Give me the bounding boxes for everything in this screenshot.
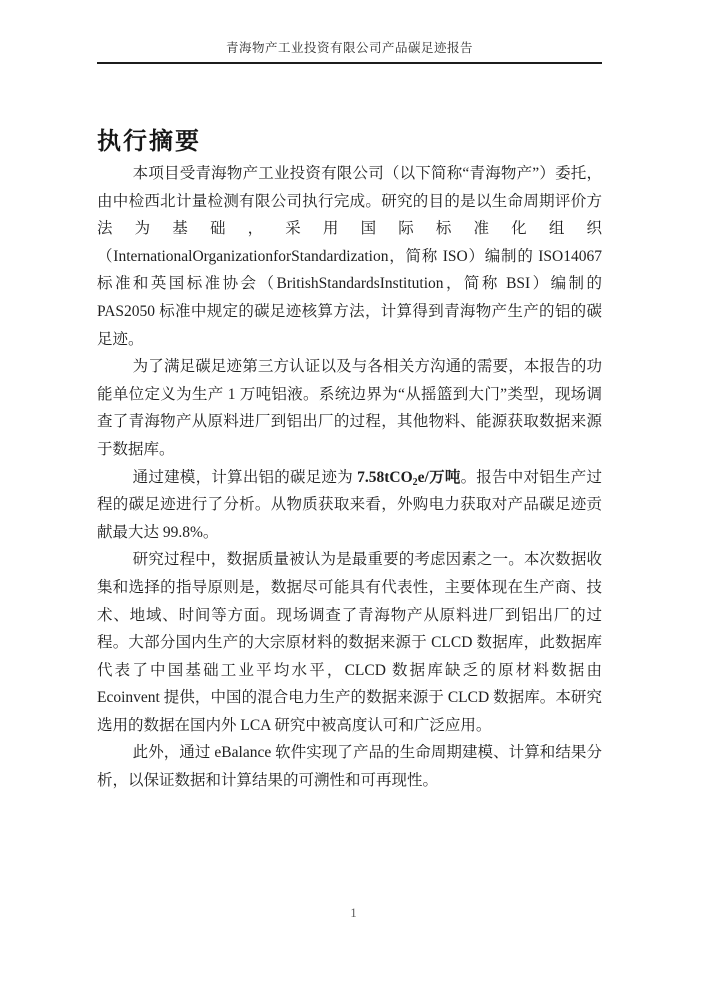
paragraph-2: 为了满足碳足迹第三方认证以及与各相关方沟通的需要，本报告的功能单位定义为生产 1 万吨铝液。系统边界为“从摇篮到大门”类型，现场调查了青海物产从原料进厂到铝出厂的过程，其他物料、能源获取数据来源于数据库。 [97,358,602,458]
carbon-footprint-value-subscript: 2 [412,476,418,488]
paragraph-5: 此外，通过 eBalance 软件实现了产品的生命周期建模、计算和结果分析，以保证数据和计算结果的可溯性和可再现性。 [97,744,602,790]
paragraph-3-pre: 通过建模，计算出铝的碳足迹为 [132,468,358,486]
paragraph-1: 本项目受青海物产工业投资有限公司（以下简称“青海物产”）委托，由中检西北计量检测有限公司执行完成。研究的目的是以生命周期评价方法为基础，采用国际标准化组织（InternationalOrganizationforStandardization，简称 ISO）编制的 ISO14067 标准和英国标准协会（BritishStandardsInstitution，简称 BSI）编制的 PAS2050 标准中规定的碳足迹核算方法，计算得到青海物产生产的铝的碳足迹。 [97,165,602,348]
body-text [97,160,602,795]
paragraph-4: 研究过程中，数据质量被认为是最重要的考虑因素之一。本次数据收集和选择的指导原则是，数据尽可能具有代表性，主要体现在生产商、技术、地域、时间等方面。现场调查了青海物产从原料进厂到铝出厂的过程。大部分国内生产的大宗原材料的数据来源于 CLCD 数据库，此数据库代表了中国基础工业平均水平，CLCD 数据库缺乏的原材料数据由 Ecoinvent 提供，中国的混合电力生产的数据来源于 CLCD 数据库。本研究选用的数据在国内外 LCA 研究中被高度认可和广泛应用。 [97,551,602,734]
carbon-footprint-value-main: 7.58tCO [357,468,413,486]
carbon-footprint-value-unit: e/万吨 [417,468,461,486]
section-title: 执行摘要 [97,128,201,156]
page-header: 青海物产工业投资有限公司产品碳足迹报告 [97,41,602,64]
page-number: 1 [350,906,357,920]
carbon-footprint-value [357,469,460,486]
paragraph-3 [97,464,602,547]
paragraph-3-post: 。报告中对铝生产过程的碳足迹进行了分析。从物质获取来看，外购电力获取对产品碳足迹贡献最大达 99.8%。 [97,468,602,541]
